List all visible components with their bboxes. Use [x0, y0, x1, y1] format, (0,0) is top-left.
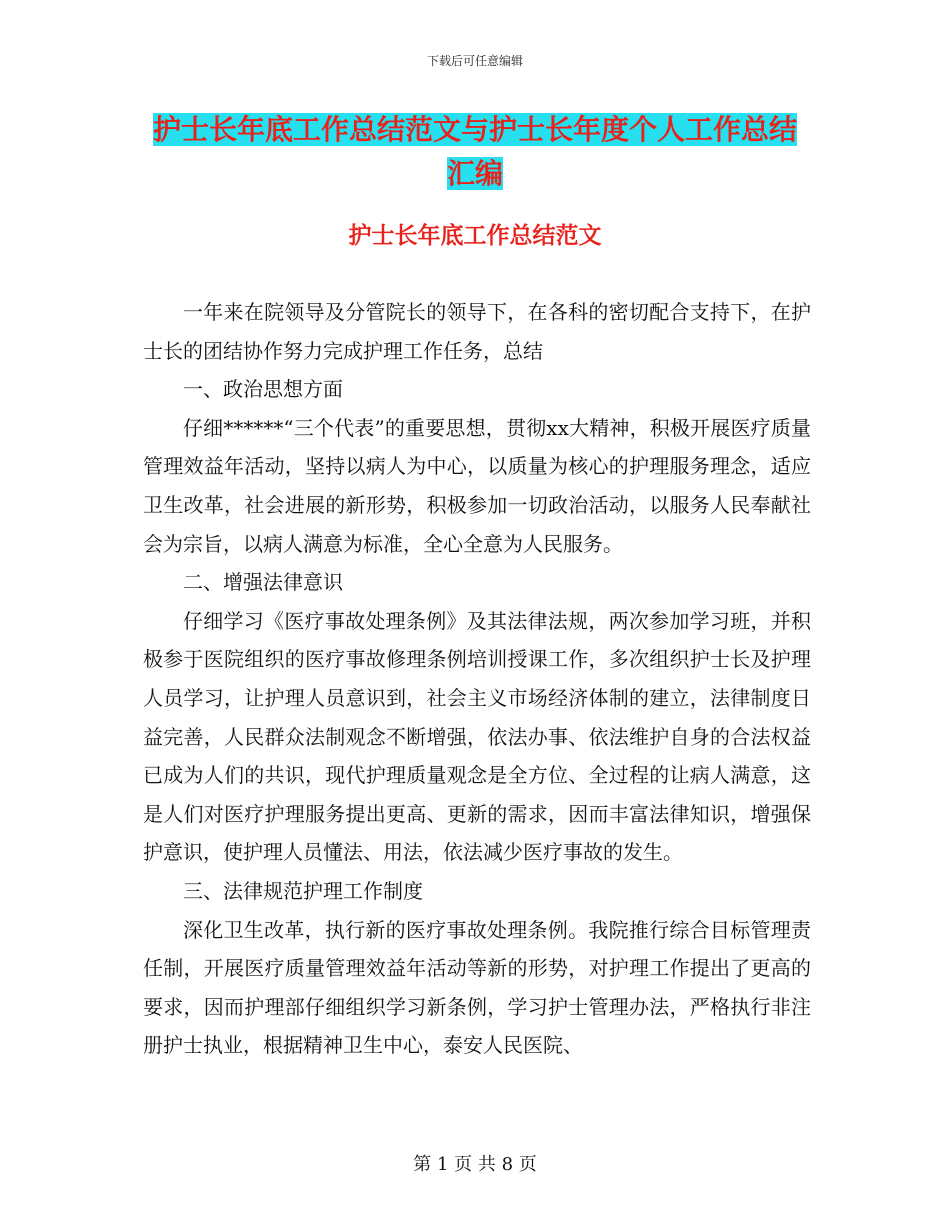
heading-political: 一、政治思想方面 [183, 377, 343, 402]
header-note: 下载后可任意编辑 [426, 54, 523, 68]
title-highlight-1: 护士长年底工作总结范文与护士长年度个人工作总结 [152, 113, 797, 146]
document-title-line-2 [0, 152, 950, 196]
paragraph-intro: 一年来在院领导及分管院长的领导下，在各科的密切配合支持下，在护士长的团结协作努力完成护理工作任务，总结 [143, 300, 811, 363]
paragraph-political: 仔细******“三个代表”的重要思想，贯彻xx大精神，积极开展医疗质量管理效益年活动，坚持以病人为中心，以质量为核心的护理服务理念，适应卫生改革，社会进展的新形势，积极参加一切政治活动，以服务人民奉献社会为宗旨，以病人满意为标准，全心全意为人民服务。 [143, 415, 811, 556]
page-number: 第 1 页 共 8 页 [413, 1154, 537, 1175]
heading-legal-system: 三、法律规范护理工作制度 [183, 878, 423, 903]
document-title [0, 108, 950, 196]
title-highlight-2: 汇编 [446, 157, 503, 190]
document-title-line-1 [0, 108, 950, 152]
paragraph-legal-awareness: 仔细学习《医疗事故处理条例》及其法律法规，两次参加学习班，并积极参于医院组织的医疗事故修理条例培训授课工作，多次组织护士长及护理人员学习，让护理人员意识到，社会主义市场经济体制的建立，法律制度日益完善，人民群众法制观念不断增强，依法办事、依法维护自身的合法权益已成为人们的共识，现代护理质量观念是全方位、全过程的让病人满意，这是人们对医疗护理服务提出更高、更新的需求，因而丰富法律知识，增强保护意识，使护理人员懂法、用法，依法减少医疗事故的发生。 [143, 608, 811, 865]
paragraph-legal-system: 深化卫生改革，执行新的医疗事故处理条例。我院推行综合目标管理责任制，开展医疗质量管理效益年活动等新的形势，对护理工作提出了更高的要求，因而护理部仔细组织学习新条例，学习护士管理办法，严格执行非注册护士执业，根据精神卫生中心，泰安人民医院、 [143, 917, 811, 1058]
section-title: 护士长年底工作总结范文 [348, 223, 602, 249]
heading-legal-awareness: 二、增强法律意识 [183, 570, 343, 595]
document-body [143, 293, 811, 1065]
